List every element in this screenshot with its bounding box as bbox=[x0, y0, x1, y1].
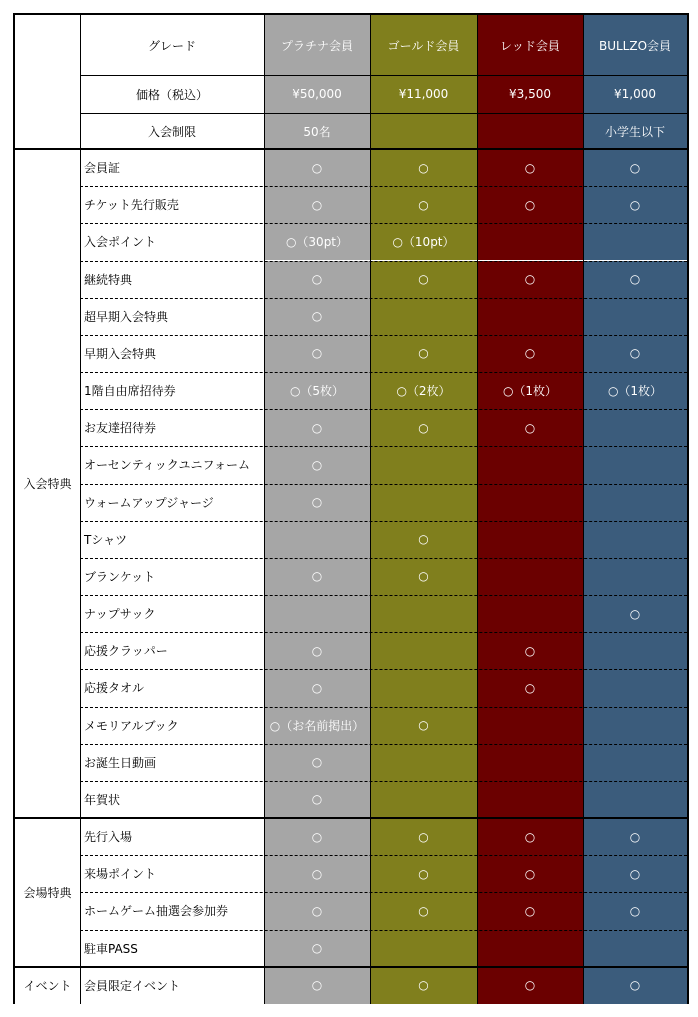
gold-benefit-value bbox=[370, 669, 477, 706]
bullzo-benefit-value: ○ bbox=[583, 967, 687, 1004]
bullzo-benefit-value bbox=[583, 707, 687, 744]
benefit-label: 1階自由席招待券 bbox=[80, 372, 264, 409]
red-benefit-value bbox=[477, 521, 583, 558]
gold-benefit-value: ○ bbox=[370, 409, 477, 446]
bullzo-benefit-value: ○（1枚） bbox=[583, 372, 687, 409]
benefit-label: 来場ポイント bbox=[80, 855, 264, 892]
platinum-benefit-value: ○（30pt） bbox=[264, 223, 370, 260]
red-grade: レッド会員 bbox=[477, 15, 583, 75]
red-benefit-value: ○ bbox=[477, 967, 583, 1004]
benefit-label: 入会ポイント bbox=[80, 223, 264, 260]
platinum-benefit-value: ○ bbox=[264, 335, 370, 372]
row-divider bbox=[15, 817, 687, 819]
benefit-label: お友達招待券 bbox=[80, 409, 264, 446]
red-benefit-value: ○（1枚） bbox=[477, 372, 583, 409]
benefit-label: ブランケット bbox=[80, 558, 264, 595]
bullzo-benefit-value bbox=[583, 930, 687, 967]
bullzo-benefit-value bbox=[583, 409, 687, 446]
benefit-label: ウォームアップジャージ bbox=[80, 484, 264, 521]
bullzo-benefit-value: ○ bbox=[583, 892, 687, 929]
benefit-label: 年賀状 bbox=[80, 781, 264, 818]
bullzo-benefit-value: ○ bbox=[583, 261, 687, 298]
red-benefit-value bbox=[477, 595, 583, 632]
red-price: ¥3,500 bbox=[477, 75, 583, 113]
benefit-label: Tシャツ bbox=[80, 521, 264, 558]
row-divider bbox=[80, 484, 687, 485]
red-benefit-value bbox=[477, 298, 583, 335]
bullzo-benefit-value: ○ bbox=[583, 186, 687, 223]
bullzo-benefit-value: ○ bbox=[583, 335, 687, 372]
grade-header-label: グレード bbox=[147, 38, 196, 53]
gold-benefit-value: ○ bbox=[370, 558, 477, 595]
red-benefit-value bbox=[477, 781, 583, 818]
gold-benefit-value: ○ bbox=[370, 707, 477, 744]
bullzo-benefit-value bbox=[583, 558, 687, 595]
gold-price: ¥11,000 bbox=[370, 75, 477, 113]
gold-benefit-value: ○（10pt） bbox=[370, 223, 477, 260]
row-divider bbox=[80, 409, 687, 410]
gold-limit bbox=[370, 113, 477, 149]
bullzo-benefit-value bbox=[583, 744, 687, 781]
gold-benefit-value bbox=[370, 298, 477, 335]
row-divider bbox=[80, 930, 687, 931]
platinum-benefit-value: ○ bbox=[264, 186, 370, 223]
row-divider bbox=[80, 446, 687, 447]
red-benefit-value: ○ bbox=[477, 335, 583, 372]
row-divider bbox=[80, 892, 687, 893]
platinum-limit: 50名 bbox=[264, 113, 370, 149]
gold-benefit-value bbox=[370, 595, 477, 632]
gold-benefit-value: ○ bbox=[370, 892, 477, 929]
row-divider bbox=[80, 632, 687, 633]
benefit-label: 早期入会特典 bbox=[80, 335, 264, 372]
row-divider bbox=[80, 261, 687, 262]
platinum-benefit-value: ○ bbox=[264, 632, 370, 669]
benefit-label: ナップサック bbox=[80, 595, 264, 632]
row-divider bbox=[80, 298, 687, 299]
gold-benefit-value: ○ bbox=[370, 149, 477, 186]
benefit-label: チケット先行販売 bbox=[80, 186, 264, 223]
row-divider bbox=[15, 966, 687, 968]
row-divider bbox=[15, 148, 687, 150]
platinum-price: ¥50,000 bbox=[264, 75, 370, 113]
red-benefit-value bbox=[477, 446, 583, 483]
gold-grade: ゴールド会員 bbox=[370, 15, 477, 75]
red-benefit-value: ○ bbox=[477, 149, 583, 186]
benefit-label: オーセンティックユニフォーム bbox=[80, 446, 264, 483]
membership-comparison-table bbox=[13, 13, 689, 1004]
benefit-label: 会員証 bbox=[80, 149, 264, 186]
platinum-benefit-value: ○ bbox=[264, 669, 370, 706]
gold-benefit-value: ○ bbox=[370, 335, 477, 372]
benefit-label: 駐車PASS bbox=[80, 930, 264, 967]
bullzo-benefit-value bbox=[583, 446, 687, 483]
red-benefit-value bbox=[477, 744, 583, 781]
row-divider bbox=[80, 223, 687, 224]
row-divider bbox=[80, 669, 687, 670]
bullzo-grade: BULLZO会員 bbox=[583, 15, 687, 75]
platinum-benefit-value: ○ bbox=[264, 261, 370, 298]
red-benefit-value: ○ bbox=[477, 855, 583, 892]
row-divider bbox=[80, 335, 687, 336]
red-benefit-value bbox=[477, 484, 583, 521]
red-benefit-value: ○ bbox=[477, 186, 583, 223]
gold-benefit-value: ○ bbox=[370, 967, 477, 1004]
red-benefit-value: ○ bbox=[477, 409, 583, 446]
row-divider bbox=[80, 781, 687, 782]
row-divider bbox=[80, 855, 687, 856]
benefit-label: 先行入場 bbox=[80, 818, 264, 855]
bullzo-benefit-value bbox=[583, 669, 687, 706]
benefit-label: 継続特典 bbox=[80, 261, 264, 298]
bullzo-benefit-value: ○ bbox=[583, 818, 687, 855]
bullzo-price: ¥1,000 bbox=[583, 75, 687, 113]
gold-benefit-value: ○（2枚） bbox=[370, 372, 477, 409]
platinum-benefit-value bbox=[264, 521, 370, 558]
gold-benefit-value: ○ bbox=[370, 521, 477, 558]
platinum-benefit-value: ○ bbox=[264, 558, 370, 595]
red-benefit-value bbox=[477, 707, 583, 744]
platinum-benefit-value: ○ bbox=[264, 855, 370, 892]
section-label: 入会特典 bbox=[15, 149, 80, 818]
row-divider bbox=[80, 75, 687, 76]
bullzo-benefit-value bbox=[583, 223, 687, 260]
red-benefit-value: ○ bbox=[477, 261, 583, 298]
platinum-grade: プラチナ会員 bbox=[264, 15, 370, 75]
benefit-label: 応援タオル bbox=[80, 669, 264, 706]
bullzo-benefit-value: ○ bbox=[583, 855, 687, 892]
gold-benefit-value: ○ bbox=[370, 186, 477, 223]
row-divider bbox=[80, 113, 687, 114]
red-benefit-value: ○ bbox=[477, 818, 583, 855]
bullzo-limit: 小学生以下 bbox=[583, 113, 687, 149]
bullzo-benefit-value bbox=[583, 781, 687, 818]
bullzo-benefit-value: ○ bbox=[583, 149, 687, 186]
platinum-benefit-value: ○ bbox=[264, 744, 370, 781]
gold-benefit-value bbox=[370, 632, 477, 669]
bullzo-benefit-value bbox=[583, 298, 687, 335]
bullzo-benefit-value bbox=[583, 521, 687, 558]
benefit-label: 超早期入会特典 bbox=[80, 298, 264, 335]
platinum-benefit-value: ○（5枚） bbox=[264, 372, 370, 409]
red-benefit-value: ○ bbox=[477, 632, 583, 669]
platinum-benefit-value: ○ bbox=[264, 484, 370, 521]
platinum-benefit-value: ○ bbox=[264, 818, 370, 855]
gold-benefit-value bbox=[370, 446, 477, 483]
section-label: 会場特典 bbox=[15, 818, 80, 967]
red-benefit-value bbox=[477, 558, 583, 595]
gold-benefit-value bbox=[370, 930, 477, 967]
row-divider bbox=[80, 595, 687, 596]
price-header-label: 価格（税込） bbox=[135, 87, 208, 102]
limit-header-label: 入会制限 bbox=[147, 124, 196, 139]
row-divider bbox=[80, 521, 687, 522]
platinum-benefit-value bbox=[264, 595, 370, 632]
platinum-benefit-value: ○ bbox=[264, 409, 370, 446]
red-limit bbox=[477, 113, 583, 149]
row-divider bbox=[80, 186, 687, 187]
platinum-benefit-value: ○（お名前掲出） bbox=[264, 707, 370, 744]
benefit-label: ホームゲーム抽選会参加券 bbox=[80, 892, 264, 929]
bullzo-benefit-value: ○ bbox=[583, 595, 687, 632]
row-divider bbox=[80, 372, 687, 373]
bullzo-benefit-value bbox=[583, 484, 687, 521]
gold-benefit-value: ○ bbox=[370, 818, 477, 855]
platinum-benefit-value: ○ bbox=[264, 930, 370, 967]
red-benefit-value bbox=[477, 930, 583, 967]
benefit-label: メモリアルブック bbox=[80, 707, 264, 744]
red-benefit-value bbox=[477, 223, 583, 260]
platinum-benefit-value: ○ bbox=[264, 298, 370, 335]
gold-benefit-value bbox=[370, 484, 477, 521]
benefit-label: 応援クラッパー bbox=[80, 632, 264, 669]
section-label: イベント bbox=[15, 967, 80, 1004]
row-divider bbox=[80, 744, 687, 745]
red-benefit-value: ○ bbox=[477, 669, 583, 706]
platinum-benefit-value: ○ bbox=[264, 149, 370, 186]
bullzo-benefit-value bbox=[583, 632, 687, 669]
benefit-label: お誕生日動画 bbox=[80, 744, 264, 781]
platinum-benefit-value: ○ bbox=[264, 892, 370, 929]
gold-benefit-value bbox=[370, 744, 477, 781]
benefit-label: 会員限定イベント bbox=[80, 967, 264, 1004]
platinum-benefit-value: ○ bbox=[264, 446, 370, 483]
gold-benefit-value bbox=[370, 781, 477, 818]
row-divider bbox=[80, 558, 687, 559]
red-benefit-value: ○ bbox=[477, 892, 583, 929]
gold-benefit-value: ○ bbox=[370, 261, 477, 298]
gold-benefit-value: ○ bbox=[370, 855, 477, 892]
platinum-benefit-value: ○ bbox=[264, 781, 370, 818]
platinum-benefit-value: ○ bbox=[264, 967, 370, 1004]
row-divider bbox=[80, 707, 687, 708]
